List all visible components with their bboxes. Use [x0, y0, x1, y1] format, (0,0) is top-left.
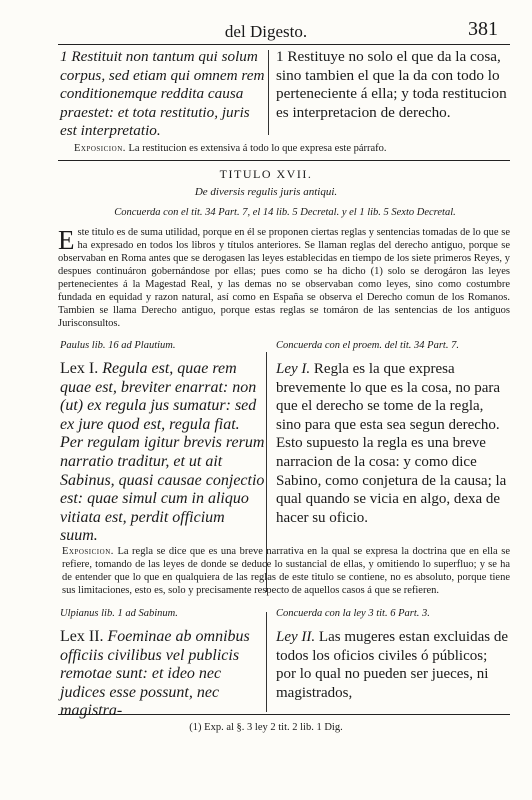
- exposicion-text: La restitucion es extensiva á todo lo que expresa este párrafo.: [128, 143, 387, 154]
- drop-cap: E: [58, 225, 75, 255]
- lex1-spanish-label: Ley I.: [276, 361, 311, 377]
- lex1-spanish-text: Regla es la que expresa brevemente lo que es la cosa, no para que el derecho se tome de la regla, sino para que esta sea segun derecho. Esto supuesto la regla es una breve narracion de la cosa: y como dice Sabino, como conjetura de la causa; la qual quando se vicia en algo, dexa de hacer su oficio.: [276, 361, 507, 526]
- column-divider: [266, 612, 267, 712]
- exposicion-1: [74, 142, 510, 155]
- titulo-intro: [58, 226, 510, 330]
- lex2-spanish: [276, 628, 508, 702]
- lex1-concordance: Concuerda con el proem. del tit. 34 Part. 7.: [276, 340, 459, 351]
- lex2-latin-text: Foeminae ab omnibus officiis civilibus vel publicis remotae sunt: et ideo nec judices esse possunt, nec magistra-: [60, 628, 250, 720]
- lex1-latin-label: Lex I.: [60, 360, 99, 377]
- header-rule: [58, 44, 510, 45]
- titulo-heading: TITULO XVII.: [219, 167, 313, 181]
- titulo-subtitle: De diversis regulis juris antiqui.: [194, 186, 338, 198]
- column-divider: [268, 50, 269, 135]
- exposicion-label: Exposicion.: [62, 546, 114, 557]
- exposicion-text: La regla se dice que es una breve narrativa en la qual se expresa la doctrina que en ella se refiere, tomando de las leyes de donde se deduce lo sustancial de ellas, y omitiendo lo superfluo; y se ha de entender que lo que en qualquiera de las reglas de este titulo se contiene, no es absoluto, porque tiene sus limitaciones, esto es, solo y precisamente respecto de aquellos casos á que se refieren.: [62, 546, 510, 596]
- lex1-source-citation: Paulus lib. 16 ad Plautium.: [60, 340, 176, 351]
- lex2-latin: [60, 628, 266, 721]
- lex2-spanish-text: Las mugeres estan excluidas de todos los oficios civiles ó públicos; por lo qual no pueden ser jueces, ni magistrados,: [276, 629, 509, 701]
- intro-text: ste titulo es de suma utilidad, porque en él se proponen ciertas reglas y sentencias tomadas de lo que se ha expresado en todos los libros y títulos anteriores. Se llaman reglas del derecho antiguo, porque se observaban en Roma antes que se derogasen las leyes establecidas en tiempo de los siete primeros Reyes, y despues continuáron gobernándose por ellas; pues como se ha dicho (1) solo se derogáron las leyes pertenecientes á la Magestad Real, y las demas no se observaban como leyes, sino como costumbre fundada en equidad y razon natural, así como en España se observa el Derecho comun de los Romanos. Tambien se llama Derecho antiguo, porque estas reglas se tomáron de las sentencias de los antiguos Jurisconsultos.: [58, 227, 510, 329]
- lex2-spanish-label: Ley II.: [276, 629, 316, 645]
- lex2-latin-label: Lex II.: [60, 628, 104, 645]
- latin-paragraph-1: 1 Restituit non tantum qui solum corpus, sed etiam qui omnem rem conditionemque reddita causa praestet: et tota restitutio, juris est interpretatio.: [60, 48, 265, 140]
- lex2-source-citation: Ulpianus lib. 1 ad Sabinum.: [60, 608, 178, 619]
- lex1-latin-text: Regula est, quae rem quae est, breviter enarrat: non (ut) ex regula jus sumatur: sed ex jure quod est, regula fiat. Per regulam igitur brevis rerum narratio traditur, et ut ait Sabinus, quasi causae conjectio est: quae simul cum in aliquo vitiata est, perdit officium suum.: [60, 360, 265, 545]
- exposicion-2: [62, 545, 510, 597]
- footnote: (1) Exp. al §. 3 ley 2 tit. 2 lib. 1 Dig.: [189, 722, 343, 733]
- footnote-rule: [58, 714, 510, 715]
- page-number: 381: [468, 18, 498, 40]
- spanish-paragraph-1: 1 Restituye no solo el que da la cosa, sino tambien el que la da con todo lo perteneciente á ella; y toda restitucion es interpretacion de derecho.: [276, 48, 507, 121]
- running-header: del Digesto.: [224, 22, 308, 41]
- exposicion-label: Exposicion.: [74, 143, 126, 154]
- titulo-concordance: Concuerda con el tit. 34 Part. 7, el 14 lib. 5 Decretal. y el 1 lib. 5 Sexto Decretal.: [114, 207, 456, 218]
- lex1-spanish: [276, 360, 508, 527]
- section-rule: [58, 160, 510, 161]
- lex2-concordance: Concuerda con la ley 3 tit. 6 Part. 3.: [276, 608, 430, 619]
- lex1-latin: [60, 360, 266, 546]
